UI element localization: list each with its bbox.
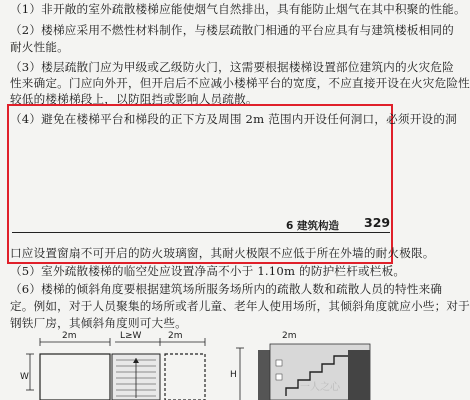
paragraph-3-line-1: （3）楼层疏散门应为甲级或乙级防火门，这需要根据楼梯设置部位建筑内的火灾危险 [10,60,454,74]
chapter-footer-label: 6 建筑构造 [286,220,339,232]
paragraph-2-line-2: 耐火性能。 [10,40,69,54]
dim-label-2m-elevation: 2m [282,331,297,341]
paragraph-3-line-2: 性来确定。门应向外开，但开启后不应减小楼梯平台的宽度，不应直接开设在火灾危险性 [10,76,470,90]
paragraph-6-line-2: 定。例如，对于人员聚集的场所或者儿童、老年人使用场所，其倾斜角度就应小些；对于 [10,299,470,313]
page-number: 329 [364,215,391,230]
paragraph-4-line-2: 口应设置窗扇不可开启的防火玻璃窗，其耐火极限不应低于所在外墙的耐火极限。 [10,246,435,260]
dim-label-l-ge-w: L≥W [120,331,142,341]
paragraph-6-line-3: 钢铁厂房，其倾斜角度则可大些。 [10,316,187,330]
paragraph-3-line-3: 较低的楼梯梯段上，以防阻挡或影响人员疏散。 [10,92,258,106]
dim-label-2m-right: 2m [168,331,183,341]
paragraph-2-line-1: （2）楼梯应采用不燃性材料制作，与楼层疏散门相通的平台应具有与建筑楼板相同的 [10,23,454,37]
footer-rule [12,232,390,233]
paragraph-5: （5）室外疏散楼梯的临空处应设置净高不小于 1.10m 的防护栏杆或栏板。 [10,264,406,278]
highlight-box [7,104,457,264]
watermark-text: 一人之心 [300,382,340,393]
paragraph-6-line-1: （6）楼梯的倾斜角度要根据建筑场所服务场所内的疏散人数和疏散人员的特性来确 [10,282,443,296]
dim-label-w: W [20,372,29,382]
dim-label-2m-left: 2m [62,331,77,341]
paragraph-4-line-1: （4）避免在楼梯平台和梯段的正下方及周围 2m 范围内开设任何洞口，必须开设的洞 [10,112,457,126]
dim-label-h: H [230,370,237,380]
paragraph-1: （1）非开敞的室外疏散楼梯应能使烟气自然排出，具有能防止烟气在其中积聚的性能。 [10,2,466,16]
